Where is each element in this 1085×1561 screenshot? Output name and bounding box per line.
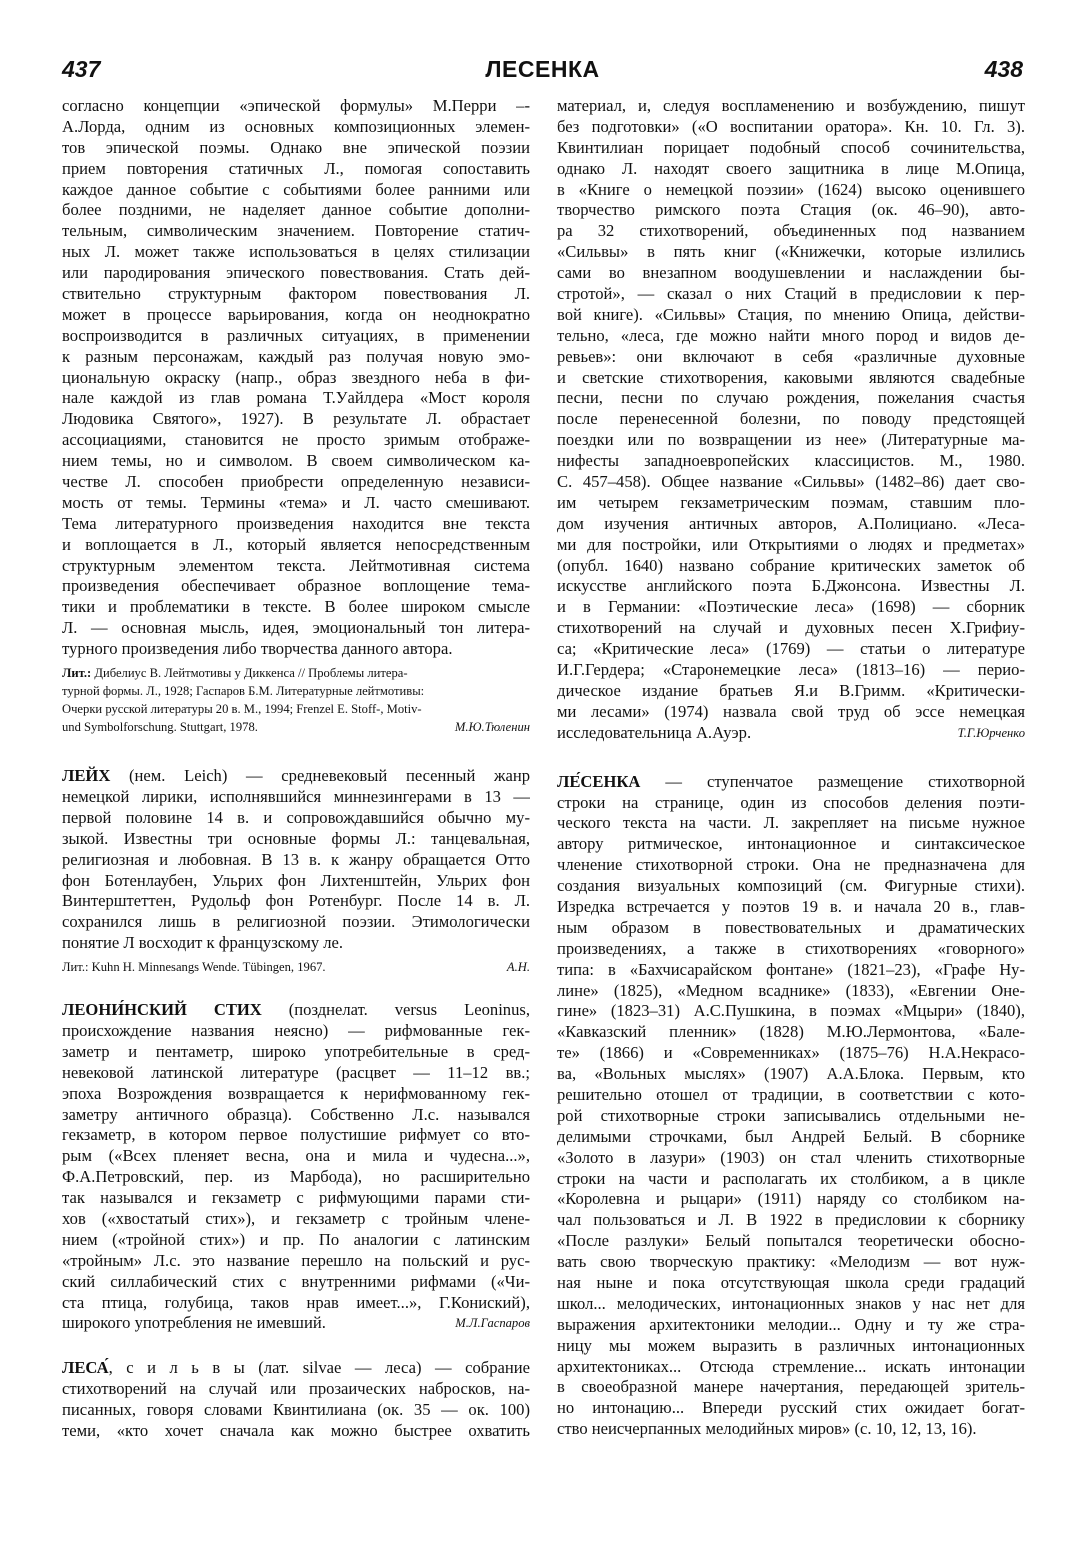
text-line [557, 263, 1025, 284]
text-line-content: (нем. Leich) — средневековый песенный жанр [110, 766, 530, 786]
text-line [557, 305, 1025, 326]
text-line-content: нием темы, но и символом. В своем символическом ка- [62, 451, 530, 471]
text-line-content: согласно концепции «эпической формулы» М.Перри –- [62, 96, 530, 115]
text-line [557, 897, 1025, 918]
text-line-content: — ступенчатое размещение стихотворной [640, 771, 1025, 791]
lit-line-content: Очерки русской литературы 20 в. М., 1994; Frenzel E. Stoff-, Motiv- [62, 702, 422, 717]
text-line [62, 117, 530, 138]
text-line-content: «После разлуки» Белый попытался теоретически обосно- [557, 1231, 1025, 1251]
lesa-continuation [557, 96, 1025, 744]
text-line [62, 1230, 530, 1251]
text-line-content: в своеобразной манере начертания, передающей зритель- [557, 1377, 1025, 1397]
text-line-content: дическое издание братьев Я.и В.Гримм. «Критически- [557, 680, 1025, 700]
text-line-content: воспроизводится в различных ситуациях, в применении [62, 325, 530, 345]
text-line [557, 1273, 1025, 1294]
lit-line [62, 664, 530, 682]
text-line-content: писанных, говоря словами Квинтилиана (ок. 35 — ок. 100) [62, 1400, 530, 1420]
text-line [557, 180, 1025, 201]
leich-lit-text: Лит.: Kuhn H. Minnesangs Wende. Tübingen, 1967. [62, 960, 326, 975]
text-line [557, 597, 1025, 618]
text-line-content: архитектониках... Отсюда стремление... искать интонации [557, 1356, 1025, 1376]
text-line-content: и воплощается в Л., который является непосредственным [62, 534, 530, 554]
leitmotiv-author: М.Ю.Тюленин [454, 720, 530, 735]
text-line-content: И.Г.Гердера; «Старонемецкие леса» (1813–16) — перио- [557, 660, 1025, 680]
text-line-content: ми лесами» (1974) назвала свой труд об эссе немецкая [557, 701, 1025, 721]
text-line [557, 1315, 1025, 1336]
entry-leich [62, 766, 530, 954]
text-line [62, 1167, 530, 1188]
text-line-content: турного произведения либо творчества данного автора. [62, 639, 453, 659]
leich-literature [62, 958, 530, 976]
text-line-content: честве Л. способен приобрести определенную независи- [62, 472, 530, 492]
text-line [557, 1357, 1025, 1378]
text-line-content: но интонацию... Впереди русский стих ожидает богат- [557, 1398, 1025, 1418]
text-line [557, 1043, 1025, 1064]
leitmotiv-continuation [62, 96, 530, 660]
text-line [557, 556, 1025, 577]
text-line-content: циональную окраску (напр., образ звездного неба в фи- [62, 367, 530, 387]
text-line [557, 1106, 1025, 1127]
text-line [62, 933, 530, 954]
text-line-content: искусстве английского поэта Б.Джонсона. Известны Л. [557, 576, 1025, 596]
text-line [557, 493, 1025, 514]
text-line-content: ческого текста на части. Л. закрепляет на письме нужное [557, 813, 1025, 833]
page-header [62, 56, 1023, 90]
text-line [62, 535, 530, 556]
text-line [557, 576, 1025, 597]
text-line-content: «Кавказский пленник» (1828) М.Ю.Лермонтова, «Бале- [557, 1022, 1025, 1042]
text-line-content: Л. — основная мысль, идея, эмоциональный тон литера- [62, 618, 530, 638]
text-line-content: структурным элементом текста. Лейтмотивная система [62, 555, 530, 575]
text-line-content: ство неисчерпанных мелодийных миров» (с. 10, 12, 13, 16). [557, 1419, 977, 1439]
text-line [62, 1042, 530, 1063]
lit-line [62, 682, 530, 700]
text-line-content: ми для постройки, или Открытиями о людях и предметах» [557, 534, 1025, 554]
text-line [62, 1358, 530, 1379]
text-line-content: рым («Всех пленяет весна, она и мила и чудесна...», [62, 1146, 530, 1166]
text-line [62, 451, 530, 472]
text-line-content: решительно отошел от традиции, в соответствии с кото- [557, 1084, 1025, 1104]
text-line-content: без подготовки» («О воспитании оратора». Кн. 10. Гл. 3). [557, 116, 1025, 136]
text-line [62, 493, 530, 514]
text-line-content: ский силлабический стих с внутренними рифмами («Чи- [62, 1271, 530, 1291]
text-line-content: Ф.А.Петровский, пер. из Марбода), но расширительно [62, 1167, 530, 1187]
text-line-content: сохранился лишь в религиозной поэзии. Этимологически [62, 912, 530, 932]
text-line-content: са; «Критические леса» (1769) — статьи о литературе [557, 639, 1025, 659]
text-line-content: членение стихотворной строки. Она не предназначена для [557, 855, 1025, 875]
text-line-content: ра 32 стихотворений, объединенных под названием [557, 221, 1025, 241]
text-line-content: зыкой. Известны три основные формы Л.: танцевальная, [62, 828, 530, 848]
text-line [62, 1209, 530, 1230]
text-line [557, 1252, 1025, 1273]
text-line [557, 660, 1025, 681]
text-line-content: ных Л. может также использоваться в целях стилизации [62, 242, 530, 262]
text-line-content: так назывался и гекзаметр с рифмующими парами сти- [62, 1188, 530, 1208]
text-line [557, 793, 1025, 814]
text-line-content: дом изучения античных авторов, А.Полициано. «Леса- [557, 513, 1025, 533]
lit-label: Лит.: [62, 666, 95, 681]
text-line [62, 138, 530, 159]
text-line-content: делимыми строчками, был Андрей Белый. В сборнике [557, 1126, 1025, 1146]
text-line [557, 1377, 1025, 1398]
entry-title-leonine: ЛЕОНИ́НСКИЙ СТИХ [62, 1000, 262, 1020]
text-line [62, 850, 530, 871]
text-line-content: более поздними, не наделяет данное событие дополни- [62, 200, 530, 220]
text-line [62, 1421, 530, 1442]
text-line [62, 1063, 530, 1084]
text-line [557, 388, 1025, 409]
text-line-content: мость от темы. Термины «тема» и Л. часто смешивают. [62, 492, 530, 512]
text-line-content: нале каждой из глав романа Т.Уайлдера «Мост короля [62, 388, 530, 408]
text-line [62, 1313, 530, 1334]
text-line-content: (позднелат. versus Leoninus, [261, 1000, 530, 1020]
entry-title-leich: ЛЕЙХ [62, 766, 111, 786]
right-column [557, 96, 1025, 1440]
text-line-content: ассоциациями, становится не просто зримым отображе- [62, 430, 530, 450]
text-line-content: Квинтилиан порицает подобный способ сочинительства, [557, 137, 1025, 157]
text-line [62, 556, 530, 577]
text-line [557, 451, 1025, 472]
text-line [557, 138, 1025, 159]
text-line [557, 1210, 1025, 1231]
text-line-content: прием повторения статичных Л., помогая сопоставить [62, 158, 530, 178]
text-line [62, 1379, 530, 1400]
text-line [62, 326, 530, 347]
text-line-content: ным образом в повествовательных и драматических [557, 917, 1025, 937]
text-line-content: С. 457–458). Общее название «Сильвы» (1482–86) дает сво- [557, 472, 1025, 492]
entry-leonine-verse [62, 1000, 530, 1334]
text-line-content: тики и проблематики в тексте. В более широком смысле [62, 597, 530, 617]
text-line-content: первой половине 14 в. и сопровождавшийся обычно му- [62, 807, 530, 827]
text-line-content: те» (1866) и «Современниках» (1875–76) Н.А.Некрасо- [557, 1043, 1025, 1063]
text-line [557, 117, 1025, 138]
text-line [557, 639, 1025, 660]
text-line [62, 368, 530, 389]
text-line [62, 1188, 530, 1209]
text-line-content: «Золото в лазури» (1903) он стал членить стихотворные [557, 1147, 1025, 1167]
text-line [62, 808, 530, 829]
text-line [62, 912, 530, 933]
text-line [62, 787, 530, 808]
text-line-content: невековой латинской литературе (расцвет — 11–12 вв.; [62, 1062, 530, 1082]
text-line [557, 876, 1025, 897]
left-column [62, 96, 530, 1442]
text-line-content: вой книге). «Сильвы» Стация, по мнению Опица, действи- [557, 304, 1025, 324]
text-line-content: «тройным» Л.с. это название перешло на польский и рус- [62, 1250, 530, 1270]
text-line [62, 1000, 530, 1021]
text-line [557, 430, 1025, 451]
leich-author: А.Н. [506, 960, 530, 975]
text-line [557, 1169, 1025, 1190]
page-number-left: 437 [62, 56, 101, 82]
text-line [62, 96, 530, 117]
text-line [557, 1231, 1025, 1252]
text-line-content: ста птица, голубица, таков нрав имеет...», Г.Кониский), [62, 1292, 530, 1312]
running-title: ЛЕСЕНКА [485, 56, 600, 82]
text-line [62, 180, 530, 201]
text-line [62, 388, 530, 409]
text-line [62, 514, 530, 535]
text-line-content: немецкой лирики, исполнявшийся миннезингерами в 13 — [62, 786, 530, 806]
leitmotiv-literature [62, 664, 530, 736]
text-line [557, 960, 1025, 981]
text-line [557, 409, 1025, 430]
entry-lesa [62, 1358, 530, 1442]
text-line [62, 766, 530, 787]
text-line-content: и светские стихотворения, каковыми являются свадебные [557, 367, 1025, 387]
text-line [557, 472, 1025, 493]
text-line-content: стихотворений на случай или прозаических набросков, на- [62, 1379, 530, 1399]
text-line [62, 409, 530, 430]
text-line [62, 1272, 530, 1293]
text-line [557, 1085, 1025, 1106]
text-line [557, 1001, 1025, 1022]
text-line [62, 1251, 530, 1272]
text-line-content: ва, «Вольных мыслях» (1907) А.А.Блока. Первым, кто [557, 1064, 1025, 1084]
text-line-content: лине» (1825), «Медном всаднике» (1833), «Евгении Оне- [557, 980, 1025, 1000]
text-line-content: рой стихотворные строки записывались отдельными не- [557, 1105, 1025, 1125]
text-line-content: тельно, «леса, где можно найти много пород и видов де- [557, 325, 1025, 345]
text-line-content: может в процессе варьирования, когда он неоднократно [62, 304, 530, 324]
text-line-content: и в Германии: «Поэтические леса» (1698) — сборник [557, 597, 1025, 617]
text-line [62, 430, 530, 451]
text-line-content: школ... мелодических, интонационных знаков у нас нет для [557, 1293, 1025, 1313]
text-line-content: Людовика Святого», 1927). В результате Л. обрастает [62, 409, 530, 429]
text-line [62, 618, 530, 639]
text-line [62, 347, 530, 368]
text-line-content: произведениях, а также в стихотворениях «говорного» [557, 938, 1025, 958]
text-line [557, 284, 1025, 305]
text-line-content: заметр и пентаметр, широко употребительные в сред- [62, 1041, 530, 1061]
text-line-content: типа: в «Бахчисарайском фонтане» (1821–23), «Графе Ну- [557, 959, 1025, 979]
text-line [557, 1022, 1025, 1043]
text-line [557, 159, 1025, 180]
text-line-content: заметру античного образца). Собственно Л.с. назывался [62, 1104, 530, 1124]
text-line [62, 1146, 530, 1167]
text-line [62, 871, 530, 892]
text-line [557, 535, 1025, 556]
text-line-content: поездки или по возвращении из нее» (Литературные ма- [557, 430, 1025, 450]
text-line [557, 1419, 1025, 1440]
text-line-content: строки на части и располагать их столбиком, а в цикле [557, 1168, 1025, 1188]
leitmotiv-lit-last-line [62, 718, 530, 736]
lesa-author: Т.Г.Юрченко [957, 725, 1025, 740]
text-line-content: песни, песни по случаю рождения, пожелания счастья [557, 388, 1025, 408]
text-line-content: Тема литературного произведения находится вне текста [62, 513, 530, 533]
text-line-content: к разным персонажам, каждый раз получая новую эмо- [62, 346, 530, 366]
text-line-content: гине» (1823–31) А.С.Пушкина, в поэмах «Мцыри» (1840), [557, 1001, 1025, 1021]
text-line-content: вать свою творческую практику: «Мелодизм — вот нуж- [557, 1252, 1025, 1272]
text-line-content: , с и л ь в ы (лат. silvae — леса) — собрание [108, 1358, 530, 1378]
text-line-content: А.Лорда, одним из основных композиционных элемен- [62, 116, 530, 136]
text-line-content: стихотворений на случай и духовных песен Х.Грифиу- [557, 618, 1025, 638]
text-line [62, 639, 530, 660]
text-line-content: чал пользоваться и Л. В 1922 в предисловии к сборнику [557, 1210, 1025, 1230]
text-line [557, 347, 1025, 368]
text-line [557, 221, 1025, 242]
text-line [557, 96, 1025, 117]
text-line-content: им четырем гекзаметрическим поэмам, ставшим пло- [557, 492, 1025, 512]
text-line-content: происхождение названия неясно) — рифмованные гек- [62, 1020, 530, 1040]
lit-line-content: турной формы. Л., 1928; Гаспаров Б.М. Литературные лейтмотивы: [62, 684, 425, 699]
text-line [62, 159, 530, 180]
entry-title-lesa: ЛЕСА́ [62, 1358, 109, 1378]
text-line [557, 681, 1025, 702]
entry-title-lesenka: ЛЕ́СЕНКА [557, 771, 641, 791]
text-line [557, 855, 1025, 876]
text-line-content: однако Л. находят своего защитника в лице М.Опица, [557, 158, 1025, 178]
text-line-content: нифесты западноевропейских классицистов. М., 1980. [557, 451, 1025, 471]
text-line-content: в «Книге о немецкой поэзии» (1624) высоко оценившего [557, 179, 1025, 199]
text-line [62, 597, 530, 618]
text-line-content: фон Ботенлаубен, Ульрих фон Лихтенштейн, Ульрих фон [62, 870, 530, 890]
text-line [62, 472, 530, 493]
text-line [62, 1400, 530, 1421]
text-line-content: тельным, символическим значением. Повторение статич- [62, 221, 530, 241]
text-line [62, 829, 530, 850]
text-line-content: произведения обеспечивает образное воплощение тема- [62, 576, 530, 596]
lit-line-content: und Symbolforschung. Stuttgart, 1978. [62, 720, 258, 735]
text-line [557, 981, 1025, 1002]
text-line [557, 1127, 1025, 1148]
text-line [557, 1336, 1025, 1357]
text-line [62, 284, 530, 305]
text-line [557, 772, 1025, 793]
text-line-content: Винтерштеттен, Рудольф фон Ротенбург. После 14 в. Л. [62, 891, 530, 911]
text-line-content: религиозная и любовная. В 13 в. к жанру обращается Отто [62, 849, 530, 869]
text-line-content: теми, «кто хочет сначала как можно быстрее охватить [62, 1420, 530, 1440]
text-line-content: ная ныне и пока отсутствующая школа среди градаций [557, 1272, 1025, 1292]
text-line [557, 200, 1025, 221]
text-line-content: ницу мы можем выразить в различных интонационных [557, 1335, 1025, 1355]
text-line-content: «Королевна и рыцари» (1911) наряду со столбиком на- [557, 1189, 1025, 1209]
text-line-content: сами во внезапном воодушевлении и наслаждении бы- [557, 263, 1025, 283]
text-line [62, 200, 530, 221]
text-line [62, 1105, 530, 1126]
lit-line-content: Дибелиус В. Лейтмотивы у Диккенса // Проблемы литера- [94, 666, 408, 681]
text-line-content: творчество римского поэта Стация (ок. 46–90), авто- [557, 200, 1025, 220]
text-line [557, 326, 1025, 347]
text-line-content: исследовательница А.Ауэр. [557, 722, 752, 742]
text-line [557, 834, 1025, 855]
text-line [557, 702, 1025, 723]
text-line [557, 1064, 1025, 1085]
text-line [62, 1125, 530, 1146]
page-number-right: 438 [984, 56, 1023, 82]
text-line [557, 723, 1025, 744]
text-line [62, 305, 530, 326]
text-line [557, 918, 1025, 939]
text-line-content: или пародирования эпического повествования. Стать дей- [62, 263, 530, 283]
text-line-content: ревьев»: они включают в себя «различные духовные [557, 346, 1025, 366]
text-line-content: каждое данное событие с событиями более ранними или [62, 179, 530, 199]
text-line-content: после перенесенной болезни, по поводу предстоящей [557, 409, 1025, 429]
text-line-content: строки на странице, один из способов деления поэти- [557, 792, 1025, 812]
text-line-content: стротой», — сказал о них Стаций в предисловии к пер- [557, 284, 1025, 304]
text-line [557, 514, 1025, 535]
text-line [62, 263, 530, 284]
text-line-content: понятие Л восходит к французскому ле. [62, 933, 344, 953]
text-line-content: гекзаметр, в котором первое полустишие рифмует со вто- [62, 1125, 530, 1145]
text-line [557, 242, 1025, 263]
text-line [62, 1293, 530, 1314]
text-line-content: хов («хвостатый стих»), и гекзаметр с тройным члене- [62, 1208, 530, 1228]
text-line [557, 1294, 1025, 1315]
text-line-content: нием («тройной стих») и пр. По аналогии с латинским [62, 1229, 530, 1249]
text-line [62, 1021, 530, 1042]
text-line [557, 939, 1025, 960]
text-line-content: широкого употребления не имевший. [62, 1313, 326, 1333]
text-line [62, 221, 530, 242]
text-line-content: (опубл. 1640) названо собрание критических заметок об [557, 555, 1025, 575]
text-line-content: автору ритмическое, интонационное и синтаксическое [557, 834, 1025, 854]
text-line [62, 1084, 530, 1105]
text-line [62, 891, 530, 912]
text-line-content: тов эпической поэмы. Однако вне эпической поэзии [62, 137, 530, 157]
text-line [557, 1148, 1025, 1169]
text-line [557, 368, 1025, 389]
text-line-content: «Сильвы» в пять книг («Книжечки, которые излились [557, 242, 1025, 262]
text-line-content: выражения архитектоники мелодии... Одну и ту же стра- [557, 1314, 1025, 1334]
text-line [557, 1189, 1025, 1210]
text-line [62, 576, 530, 597]
text-line-content: ствительно структурным фактором повествования Л. [62, 284, 530, 304]
text-line [557, 618, 1025, 639]
text-line-content: эпоха Возрождения возвращается к нерифмованному гек- [62, 1083, 530, 1103]
leonine-author: М.Л.Гаспаров [455, 1316, 530, 1331]
lit-line [62, 700, 530, 718]
text-line [557, 813, 1025, 834]
entry-lesenka [557, 772, 1025, 1441]
text-line [557, 1398, 1025, 1419]
text-line-content: материал, и, следуя воспламенению и возбуждению, пишут [557, 96, 1025, 115]
text-line-content: Изредка встречается у поэтов 19 в. и начала 20 в., глав- [557, 896, 1025, 916]
text-line [62, 242, 530, 263]
text-line-content: создания визуальных композиций (см. Фигурные стихи). [557, 876, 1025, 896]
